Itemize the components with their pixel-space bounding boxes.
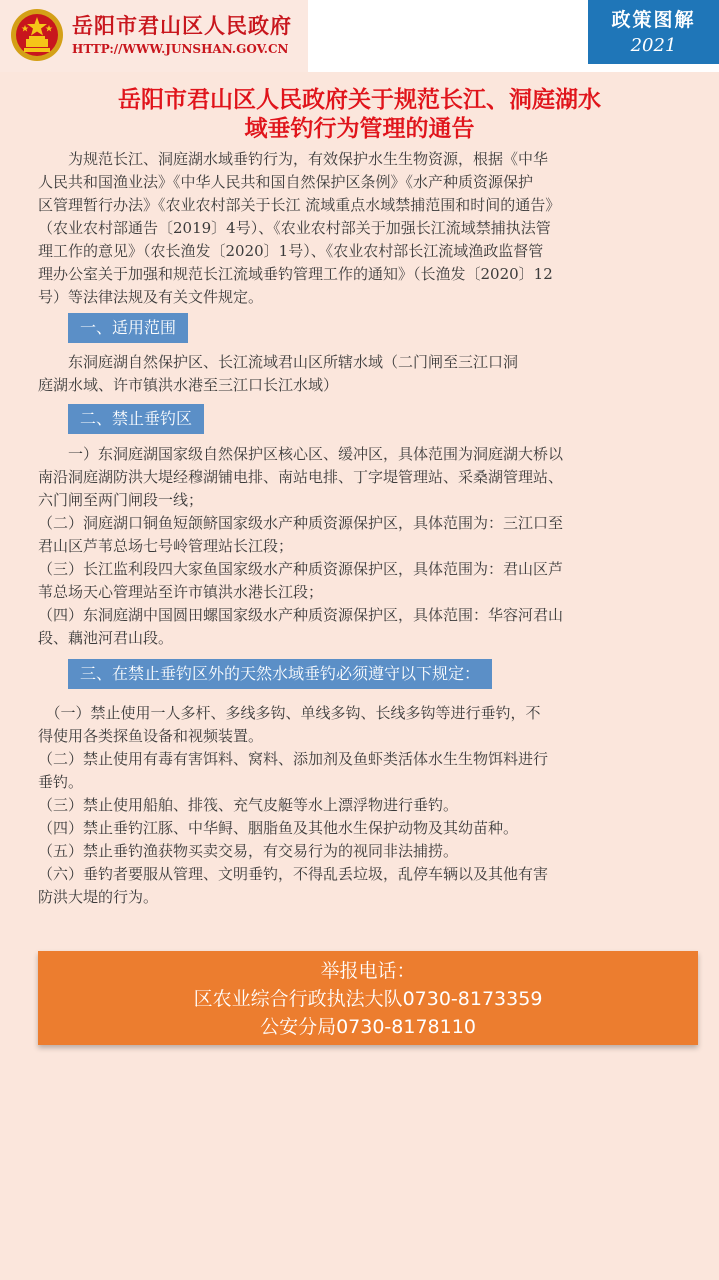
- text-line: （一）禁止使用一人多杆、多线多钩、单线多钩、长线多钩等进行垂钓，不: [38, 704, 541, 722]
- text-line: （四）禁止垂钓江豚、中华鲟、胭脂鱼及其他水生保护动物及其幼苗种。: [38, 819, 519, 837]
- text-line: 得使用各类探鱼设备和视频装置。: [38, 727, 264, 745]
- intro-paragraph: [38, 148, 683, 309]
- section-heading-rules: 三、在禁止垂钓区外的天然水域垂钓必须遵守以下规定：: [68, 659, 492, 689]
- hotline-agriculture[interactable]: 区农业综合行政执法大队0730-8173359: [193, 988, 543, 1010]
- text-line: 君山区芦苇总场七号岭管理站长江段；: [38, 537, 294, 555]
- text-line: （二）禁止使用有毒有害饵料、窝料、添加剂及鱼虾类活体水生生物饵料进行: [38, 750, 549, 768]
- policy-badge: [588, 0, 719, 64]
- text-line: 人民共和国渔业法》《中华人民共和国自然保护区条例》《水产种质资源保护: [38, 173, 534, 191]
- header-bar: [0, 0, 719, 72]
- text-line: 号）等法律法规及有关文件规定。: [38, 288, 264, 306]
- text-line: 理工作的意见》（农长渔发〔2020〕1号）、《农业农村部长江流域渔政监督管: [38, 242, 544, 260]
- section-heading-prohibited-areas: 二、禁止垂钓区: [68, 404, 204, 434]
- badge-title: 政策图解: [611, 9, 696, 31]
- section-prohibited-areas-text: [38, 443, 683, 650]
- text-line: 苇总场天心管理站至许市镇洪水港长江段；: [38, 583, 324, 601]
- text-line: （二）洞庭湖口铜鱼短颌鲚国家级水产种质资源保护区，具体范围为：三江口至: [38, 514, 564, 532]
- text-line: 垂钓。: [38, 773, 84, 791]
- text-line: 理办公室关于加强和规范长江流域垂钓管理工作的通知》（长渔发〔2020〕12: [38, 265, 553, 283]
- text-line: 段、藕池河君山段。: [38, 629, 174, 647]
- text-line: （农业农村部通告〔2019〕4号）、《农业农村部关于加强长江流域禁捕执法管: [38, 219, 551, 237]
- text-line: 防洪大堤的行为。: [38, 888, 159, 906]
- badge-year: 2021: [630, 35, 677, 56]
- section-scope-text: [38, 351, 683, 397]
- text-line: 东洞庭湖自然保护区、长江流域君山区所辖水域（二门闸至三江口洞: [38, 353, 519, 371]
- section-heading-scope: 一、适用范围: [68, 313, 188, 343]
- report-hotline-box: [38, 951, 698, 1045]
- text-line: 南沿洞庭湖防洪大堤经穆湖铺电排、南站电排、丁字堤管理站、采桑湖管理站、: [38, 468, 564, 486]
- hotline-police[interactable]: 公安分局0730-8178110: [260, 1016, 476, 1038]
- site-logo[interactable]: [0, 0, 308, 72]
- text-line: （三）长江监利段四大家鱼国家级水产种质资源保护区，具体范围为：君山区芦: [38, 560, 564, 578]
- site-name: 岳阳市君山区人民政府: [72, 13, 292, 38]
- text-line: （四）东洞庭湖中国圆田螺国家级水产种质资源保护区，具体范围：华容河君山: [38, 606, 564, 624]
- text-line: （五）禁止垂钓渔获物买卖交易，有交易行为的视同非法捕捞。: [38, 842, 459, 860]
- text-line: （六）垂钓者要服从管理、文明垂钓，不得乱丢垃圾，乱停车辆以及其他有害: [38, 865, 549, 883]
- text-line: 一）东洞庭湖国家级自然保护区核心区、缓冲区，具体范围为洞庭湖大桥以: [38, 445, 564, 463]
- text-line: （三）禁止使用船舶、排筏、充气皮艇等水上漂浮物进行垂钓。: [38, 796, 459, 814]
- title-line: 岳阳市君山区人民政府关于规范长江、洞庭湖水: [118, 86, 601, 113]
- page-title: [0, 85, 719, 143]
- text-line: 区管理暂行办法》《农业农村部关于长江 流域重点水域禁捕范围和时间的通告》: [38, 196, 561, 214]
- section-rules-text: [38, 702, 683, 909]
- hotline-label: 举报电话：: [320, 960, 416, 982]
- text-line: 庭湖水域、许市镇洪水港至三江口长江水域）: [38, 376, 339, 394]
- text-line: 六门闸至两门闸段一线；: [38, 491, 204, 509]
- national-emblem-icon: [10, 8, 64, 62]
- site-url[interactable]: HTTP://WWW.JUNSHAN.GOV.CN: [72, 42, 289, 56]
- text-line: 为规范长江、洞庭湖水域垂钓行为，有效保护水生生物资源，根据《中华: [38, 150, 549, 168]
- title-line: 域垂钓行为管理的通告: [244, 115, 475, 142]
